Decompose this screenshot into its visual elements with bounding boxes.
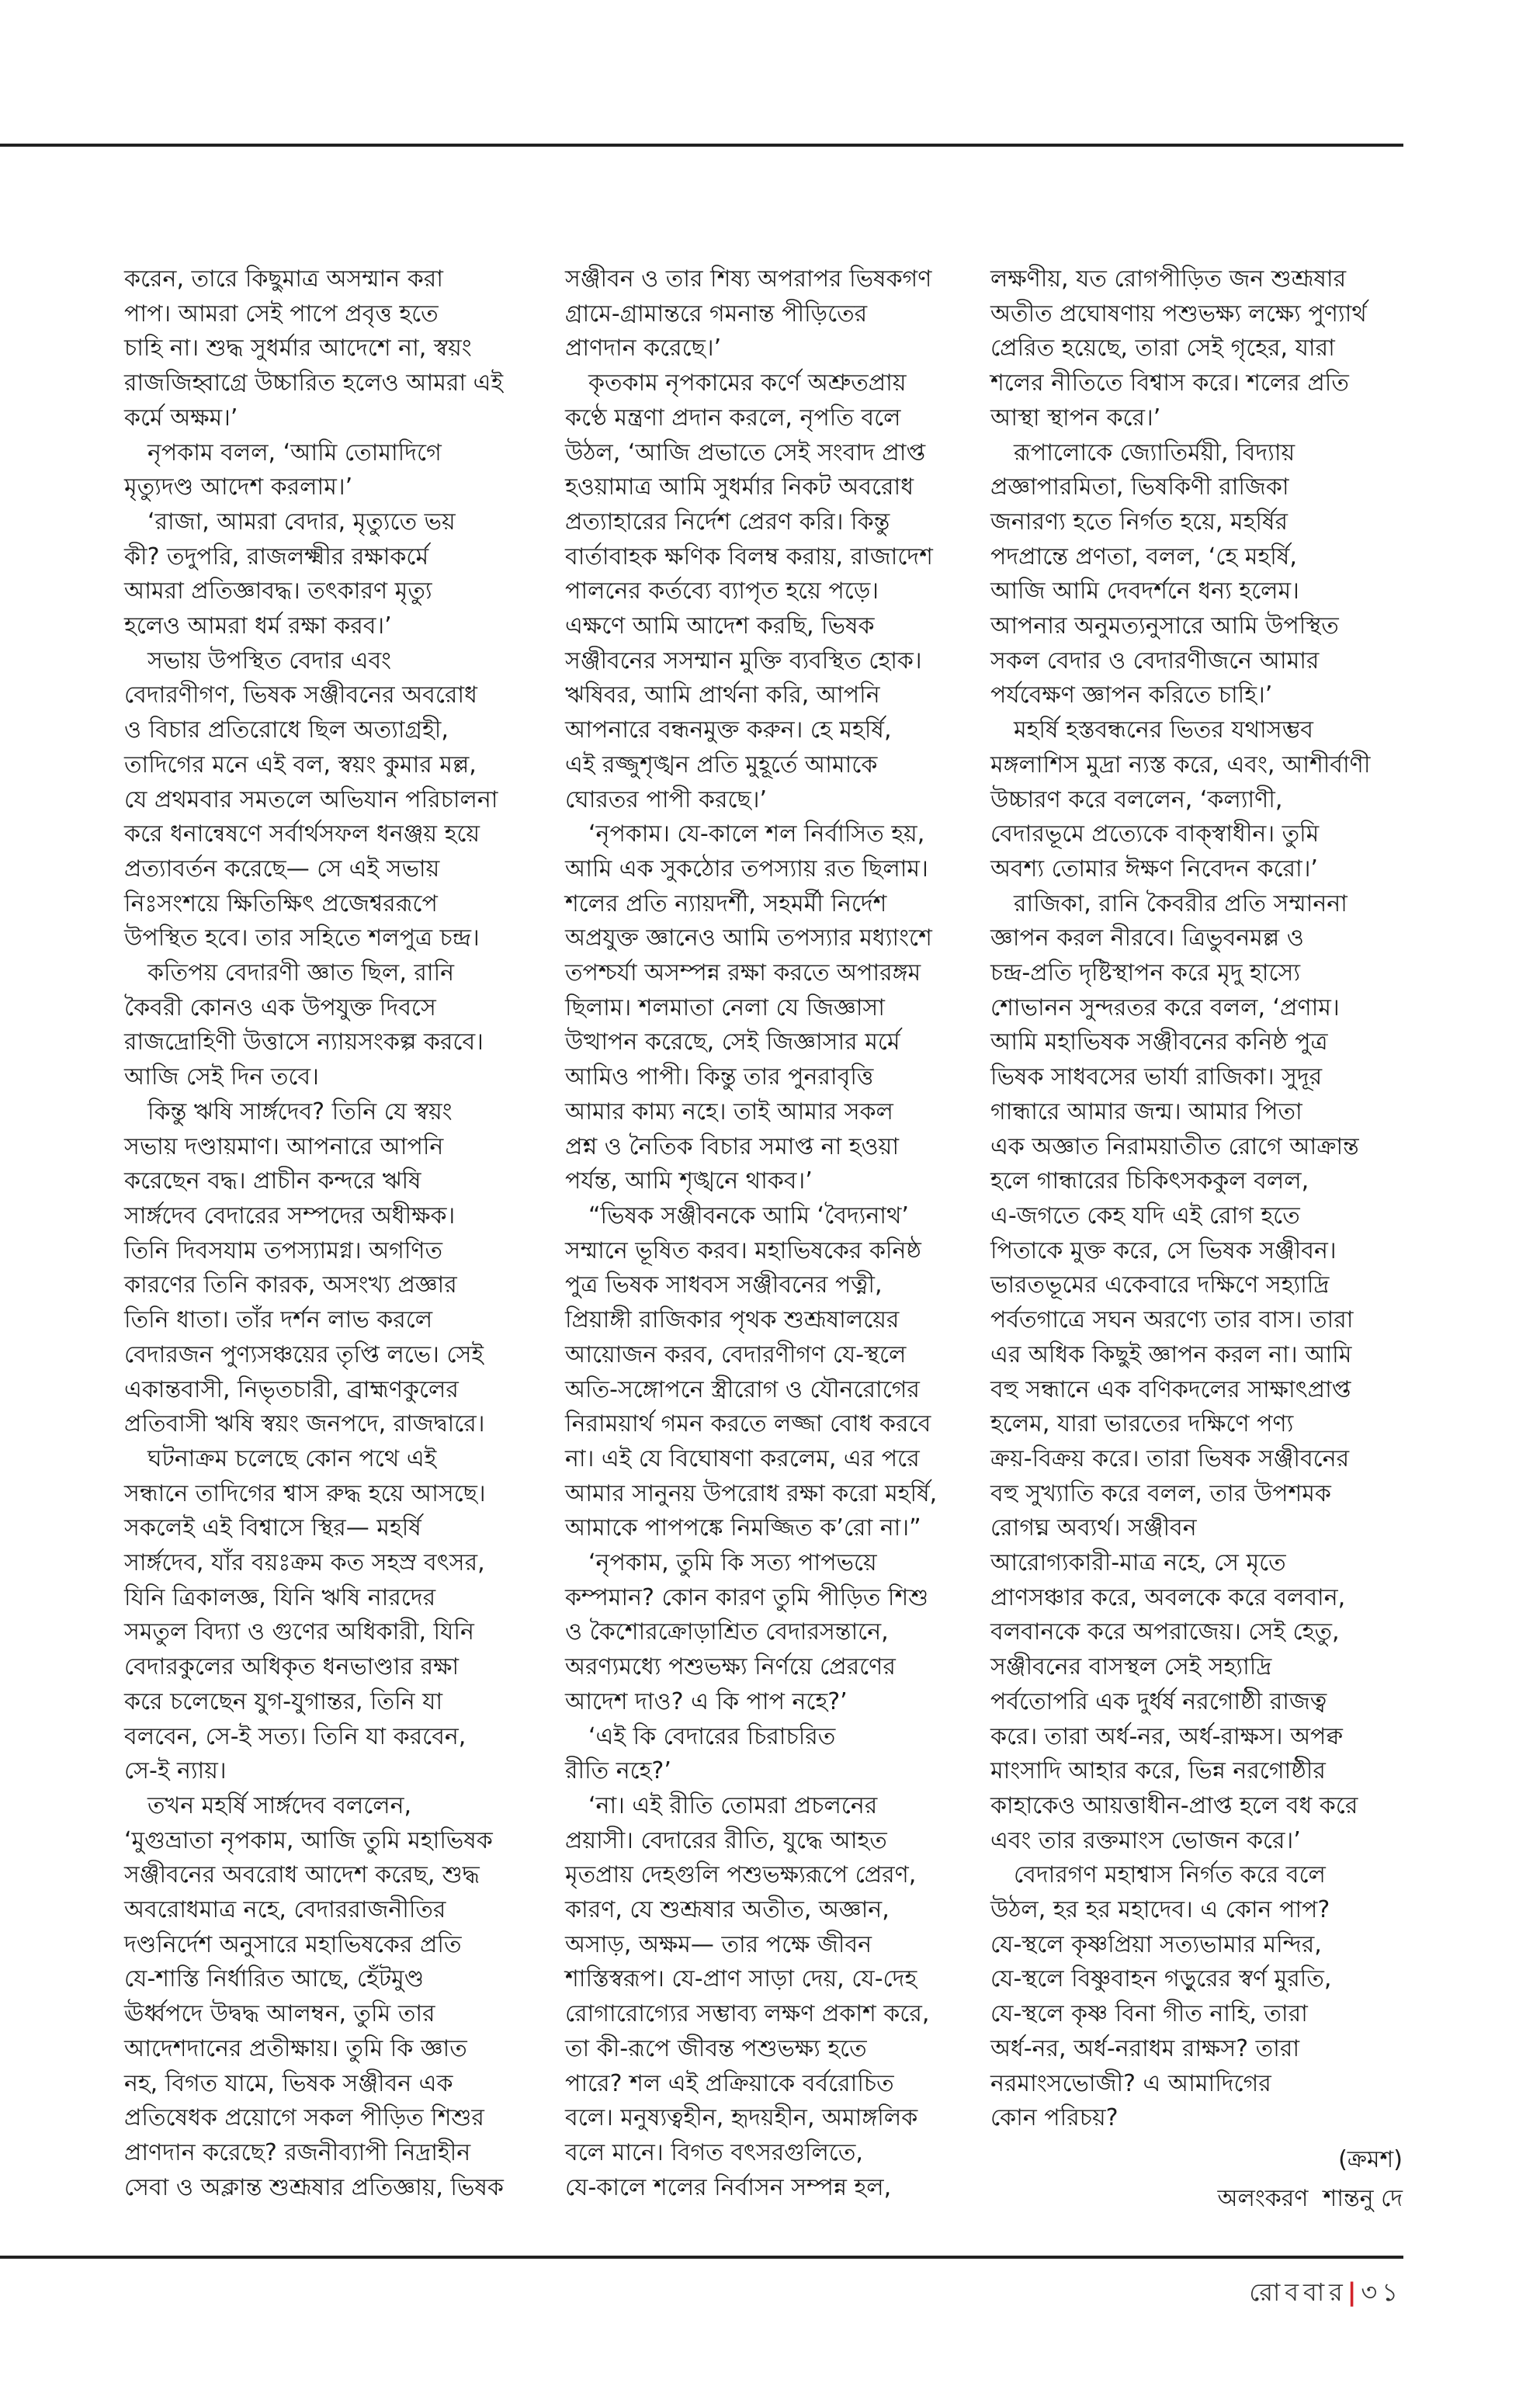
text-line: অতীত প্রঘোষণায় পশুভক্ষ্য লক্ষ্যে পুণ্যার্থ — [990, 300, 1367, 328]
page-number: ৩১ — [1361, 2277, 1403, 2307]
text-line: ভারতভূমের একেবারে দক্ষিণে সহ্যাদ্রি — [990, 1271, 1330, 1299]
text-column-3 — [990, 262, 1390, 2136]
text-line: সে-ই ন্যায়। — [124, 1757, 227, 1785]
paragraph — [124, 956, 524, 1095]
text-line: সমতুল বিদ্যা ও গুণের অধিকারী, যিনি — [124, 1618, 474, 1646]
text-line: অবশ্য তোমার ঈক্ষণ নিবেদন করো।’ — [990, 855, 1318, 883]
text-line: তখন মহর্ষি সার্ঙ্গদেব বললেন, — [147, 1791, 412, 1819]
text-line: ‘এই কি বেদারের চিরাচরিত — [588, 1722, 836, 1750]
text-line: হলে গান্ধারের চিকিৎসককুল বলল, — [990, 1167, 1309, 1195]
text-line: যে-শাস্তি নির্ধারিত আছে, হেঁটমুণ্ড — [124, 1965, 425, 1993]
text-line: ক্রয়-বিক্রয় করে। তারা ভিষক সঞ্জীবনের — [990, 1444, 1350, 1472]
text-line: উত্থাপন করেছে, সেই জিজ্ঞাসার মর্মে — [565, 1028, 900, 1056]
text-line: সঞ্জীবনের সসম্মান মুক্তি ব্যবস্থিত হোক। — [565, 647, 922, 675]
paragraph — [565, 817, 965, 1199]
text-line: সার্ঙ্গদেব বেদারের সম্পদের অধীক্ষক। — [124, 1202, 456, 1229]
text-line: কৃতকাম নৃপকামের কর্ণে অশ্রুতপ্রায় — [588, 369, 907, 397]
text-line: ‘না। এই রীতি তোমরা প্রচলনের — [588, 1791, 878, 1819]
text-line: এই রজ্জুশৃঙ্খন প্রতি মুহূর্তে আমাকে — [565, 751, 878, 779]
text-line: চন্দ্র-প্রতি দৃষ্টিস্থাপন করে মৃদু হাস্যে — [990, 959, 1301, 987]
text-line: সভায় দণ্ডায়মাণ। আপনারে আপনি — [124, 1132, 444, 1160]
text-line: কতিপয় বেদারণী জ্ঞাত ছিল, রানি — [147, 959, 455, 987]
text-line: প্রিয়াঙ্গী রাজিকার পৃথক শুশ্রূষালয়ের — [565, 1306, 900, 1334]
text-line: তা কী-রূপে জীবন্ত পশুভক্ষ্য হতে — [565, 2034, 867, 2062]
text-line: মহর্ষি হস্তবন্ধনের ভিতর যথাসম্ভব — [1014, 716, 1313, 744]
text-line: লক্ষণীয়, যত রোগপীড়িত জন শুশ্রূষার — [990, 265, 1347, 293]
paragraph — [124, 436, 524, 505]
text-line: নহ, বিগত যামে, ভিষক সঞ্জীবন এক — [124, 2069, 453, 2097]
paragraph — [124, 1789, 524, 2205]
paragraph — [990, 887, 1390, 1859]
text-line: আপনার অনুমত্যনুসারে আমি উপস্থিত — [990, 612, 1339, 640]
text-line: ও বিচার প্রতিরোধে ছিল অত্যাগ্রহী, — [124, 716, 449, 744]
text-line: পর্বতগাত্রে সঘন অরণ্যে তার বাস। তারা — [990, 1306, 1354, 1334]
text-line: ও কৈশোরক্রোড়াশ্রিত বেদারসন্তানে, — [565, 1618, 889, 1646]
text-line: গ্রামে-গ্রামান্তরে গমনান্ত পীড়িতের — [565, 300, 868, 328]
text-line: জ্ঞাপন করল নীরবে। ত্রিভুবনমল্ল ও — [990, 924, 1304, 952]
text-line: রূপালোকে জ্যোতির্ময়ী, বিদ্যায় — [1014, 439, 1295, 466]
text-line: আরোগ্যকারী-মাত্র নহে, সে মৃতে — [990, 1549, 1286, 1577]
top-rule — [0, 144, 1403, 147]
footer-separator: | — [1347, 2277, 1361, 2307]
text-line: চাহি না। শুদ্ধ সুধর্মার আদেশে না, স্বয়ং — [124, 335, 472, 362]
text-line: শলের নীতিতে বিশ্বাস করে। শলের প্রতি — [990, 369, 1349, 397]
text-line: বেদারকুলের অধিকৃত ধনভাণ্ডার রক্ষা — [124, 1653, 460, 1681]
paragraph — [565, 262, 965, 366]
paragraph — [990, 713, 1390, 887]
text-line: এবং তার রক্তমাংস ভোজন করে।’ — [990, 1826, 1301, 1854]
text-line: ‘নৃপকাম। যে-কালে শল নির্বাসিত হয়, — [588, 820, 925, 848]
text-line: বেদারণীগণ, ভিষক সঞ্জীবনের অবরোধ — [124, 681, 477, 709]
text-line: আমিও পাপী। কিন্তু তার পুনরাবৃত্তি — [565, 1063, 874, 1091]
text-line: অবরোধমাত্র নহে, বেদাররাজনীতির — [124, 1896, 446, 1924]
text-line: পর্যবেক্ষণ জ্ঞাপন করিতে চাহি।’ — [990, 681, 1273, 709]
text-line: বলবেন, সে-ই সত্য। তিনি যা করবেন, — [124, 1722, 467, 1750]
paragraph — [565, 1199, 965, 1546]
page-footer — [1249, 2273, 1403, 2315]
text-line: প্রাণদান করেছে।’ — [565, 335, 722, 362]
text-line: নরমাংসভোজী? এ আমাদিগের — [990, 2069, 1271, 2097]
text-line: আমাকে পাপপঙ্কে নিমজ্জিত ক’রো না।” — [565, 1514, 921, 1542]
text-line: পালনের কর্তব্যে ব্যাপৃত হয়ে পড়ে। — [565, 577, 879, 605]
text-line: উঠল, হর হর মহাদেব। এ কোন পাপ? — [990, 1896, 1330, 1924]
text-line: আজি আমি দেবদর্শনে ধন্য হলেম। — [990, 577, 1299, 605]
text-line: অতি-সঙ্গোপনে স্ত্রীরোগ ও যৌনরোগের — [565, 1375, 920, 1403]
text-line: আদেশদানের প্রতীক্ষায়। তুমি কি জ্ঞাত — [124, 2034, 467, 2062]
text-column-2 — [565, 262, 965, 2205]
text-line: বলে মানে। বিগত বৎসরগুলিতে, — [565, 2138, 863, 2166]
text-line: সন্ধানে তাদিগের শ্বাস রুদ্ধ হয়ে আসছে। — [124, 1479, 486, 1507]
text-line: দণ্ডনির্দেশ অনুসারে মহাভিষকের প্রতি — [124, 1930, 462, 1958]
text-line: নৃপকাম বলল, ‘আমি তোমাদিগে — [147, 439, 442, 466]
text-line: প্রত্যাহারের নির্দেশ প্রেরণ করি। কিন্তু — [565, 508, 890, 536]
text-line: রীতি নহে?’ — [565, 1757, 671, 1785]
text-line: আদেশ দাও? এ কি পাপ নহে?’ — [565, 1687, 848, 1715]
paragraph — [124, 262, 524, 436]
text-line: পর্বতোপরি এক দুর্ধর্ষ নরগোষ্ঠী রাজত্ব — [990, 1687, 1327, 1715]
text-line: আপনারে বন্ধনমুক্ত করুন। হে মহর্ষি, — [565, 716, 892, 744]
continued-note: (ক্রমশ) — [1338, 2146, 1403, 2173]
text-line: এক অজ্ঞাত নিরাময়াতীত রোগে আক্রান্ত — [990, 1132, 1359, 1160]
text-line: ভিষক সাধবসের ভার্যা রাজিকা। সুদূর — [990, 1063, 1323, 1091]
text-line: ছিলাম। শলমাতা নেলা যে জিজ্ঞাসা — [565, 994, 885, 1021]
text-line: কৈবরী কোনও এক উপযুক্ত দিবসে — [124, 994, 436, 1021]
paragraph — [990, 262, 1390, 436]
text-line: একান্তবাসী, নিভৃতচারী, ব্রাহ্মণকুলের — [124, 1375, 459, 1403]
text-line: সকলেই এই বিশ্বাসে স্থির— মহর্ষি — [124, 1514, 421, 1542]
text-line: করেন, তারে কিছুমাত্র অসম্মান করা — [124, 265, 443, 293]
text-line: কোন পরিচয়? — [990, 2104, 1119, 2132]
text-line: কর্মে অক্ষম।’ — [124, 404, 238, 432]
text-line: বলবানকে করে অপরাজেয়। সেই হেতু, — [990, 1618, 1340, 1646]
text-line: আজি সেই দিন তবে। — [124, 1063, 319, 1091]
text-line: সকল বেদার ও বেদারণীজনে আমার — [990, 647, 1320, 675]
text-line: প্রশ্ন ও নৈতিক বিচার সমাপ্ত না হওয়া — [565, 1132, 900, 1160]
text-line: করে ধনান্বেষণে সর্বার্থসফল ধনঞ্জয় হয়ে — [124, 820, 480, 848]
text-line: কণ্ঠে মন্ত্রণা প্রদান করলে, নৃপতি বলে — [565, 404, 901, 432]
text-line: প্রতিবাসী ঋষি স্বয়ং জনপদে, রাজদ্বারে। — [124, 1410, 485, 1438]
text-line: আয়োজন করব, বেদারণীগণ যে-স্থলে — [565, 1340, 907, 1368]
text-line: কারণ, যে শুশ্রূষার অতীত, অজ্ঞান, — [565, 1896, 890, 1924]
text-line: অসাড়, অক্ষম— তার পক্ষে জীবন — [565, 1930, 872, 1958]
text-line: সম্মানে ভূষিত করব। মহাভিষকের কনিষ্ঠ — [565, 1236, 921, 1264]
text-line: গান্ধারে আমার জন্ম। আমার পিতা — [990, 1098, 1302, 1125]
text-line: প্রতিষেধক প্রয়োগে সকল পীড়িত শিশুর — [124, 2104, 484, 2132]
text-line: প্রত্যাবর্তন করেছে— সে এই সভায় — [124, 855, 440, 883]
text-line: মৃতপ্রায় দেহগুলি পশুভক্ষ্যরূপে প্রেরণ, — [565, 1861, 917, 1889]
illustration-credit: অলংকরণ শান্তনু দে — [1217, 2185, 1403, 2212]
paragraph — [565, 366, 965, 817]
paragraph — [990, 436, 1390, 714]
text-line: ঘটনাক্রম চলেছে কোন পথে এই — [147, 1444, 437, 1472]
text-line: তিনি দিবসযাম তপস্যামগ্ন। অগণিত — [124, 1236, 443, 1264]
text-line: অপ্রযুক্ত জ্ঞানেও আমি তপস্যার মধ্যাংশে — [565, 924, 932, 952]
text-line: যে প্রথমবার সমতলে অভিযান পরিচালনা — [124, 786, 498, 813]
bottom-rule — [0, 2256, 1403, 2259]
text-line: প্রয়াসী। বেদারের রীতি, যুদ্ধে আহত — [565, 1826, 887, 1854]
text-line: নিঃসংশয়ে ক্ষিতিক্ষিৎ প্রজেশ্বররূপে — [124, 890, 438, 917]
text-line: ঘোরতর পাপী করছে।’ — [565, 786, 767, 813]
text-line: পিতাকে মুক্ত করে, সে ভিষক সঞ্জীবন। — [990, 1236, 1337, 1264]
text-line: এক্ষণে আমি আদেশ করছি, ভিষক — [565, 612, 875, 640]
text-line: সভায় উপস্থিত বেদার এবং — [147, 647, 392, 675]
text-line: কম্পমান? কোন কারণ তুমি পীড়িত শিশু — [565, 1583, 929, 1611]
text-line: যে-স্থলে বিষ্ণুবাহন গড়ুরের স্বর্ণ মুরতি, — [990, 1965, 1332, 1993]
text-line: এ-জগতে কেহ যদি এই রোগ হতে — [990, 1202, 1300, 1229]
text-line: সার্ঙ্গদেব, যাঁর বয়ঃক্রম কত সহস্র বৎসর, — [124, 1549, 485, 1577]
text-line: আমার সানুনয় উপরোধ রক্ষা করো মহর্ষি, — [565, 1479, 938, 1507]
text-line: না। এই যে বিঘোষণা করলেম, এর পরে — [565, 1444, 920, 1472]
paragraph — [124, 505, 524, 644]
text-line: প্রেরিত হয়েছে, তারা সেই গৃহের, যারা — [990, 335, 1335, 362]
text-line: প্রাণদান করেছে? রজনীব্যাপী নিদ্রাহীন — [124, 2138, 471, 2166]
text-line: করে চলেছেন যুগ-যুগান্তর, তিনি যা — [124, 1687, 443, 1715]
text-line: রাজিকা, রানি কৈবরীর প্রতি সম্মাননা — [1014, 890, 1348, 917]
text-line: ঊর্ধ্বপদে উদ্বদ্ধ আলম্বন, তুমি তার — [124, 2000, 435, 2028]
text-line: বেদারগণ মহাশ্বাস নির্গত করে বলে — [1014, 1861, 1326, 1889]
text-line: শলের প্রতি ন্যায়দর্শী, সহমর্মী নির্দেশ — [565, 890, 887, 917]
text-line: বেদারজন পুণ্যসঞ্চয়ের তৃপ্তি লভে। সেই — [124, 1340, 484, 1368]
text-line: ‘রাজা, আমরা বেদার, মৃত্যুতে ভয় — [147, 508, 456, 536]
text-line: মাংসাদি আহার করে, ভিন্ন নরগোষ্ঠীর — [990, 1757, 1326, 1785]
paragraph — [124, 1095, 524, 1442]
text-line: জনারণ্য হতে নির্গত হয়ে, মহর্ষির — [990, 508, 1288, 536]
section-name: রোববার — [1249, 2277, 1348, 2307]
text-line: আমি এক সুকঠোর তপস্যায় রত ছিলাম। — [565, 855, 928, 883]
text-line: অরণ্যমধ্যে পশুভক্ষ্য নির্ণয়ে প্রেরণের — [565, 1653, 896, 1681]
paragraph — [565, 1720, 965, 1789]
paragraph — [565, 1546, 965, 1720]
text-line: আমি মহাভিষক সঞ্জীবনের কনিষ্ঠ পুত্র — [990, 1028, 1328, 1056]
text-line: কিন্তু ঋষি সার্ঙ্গদেব? তিনি যে স্বয়ং — [147, 1098, 453, 1125]
text-line: পুত্র ভিষক সাধবস সঞ্জীবনের পত্নী, — [565, 1271, 883, 1299]
paragraph — [990, 1858, 1390, 2136]
text-line: “ভিষক সঞ্জীবনকে আমি ‘বৈদ্যনাথ’ — [588, 1202, 909, 1229]
text-line: সঞ্জীবনের অবরোধ আদেশ করেছ, শুদ্ধ — [124, 1861, 480, 1889]
paragraph — [124, 644, 524, 956]
text-line: যে-কালে শলের নির্বাসন সম্পন্ন হল, — [565, 2173, 892, 2201]
text-line: উপস্থিত হবে। তার সহিতে শলপুত্র চন্দ্র। — [124, 924, 480, 952]
text-line: করেছেন বদ্ধ। প্রাচীন কন্দরে ঋষি — [124, 1167, 421, 1195]
text-line: আমরা প্রতিজ্ঞাবদ্ধ। তৎকারণ মৃত্যু — [124, 577, 432, 605]
text-line: উচ্চারণ করে বললেন, ‘কল্যাণী, — [990, 786, 1283, 813]
text-line: ‘নৃপকাম, তুমি কি সত্য পাপভয়ে — [588, 1549, 877, 1577]
text-line: তাদিগের মনে এই বল, স্বয়ং কুমার মল্ল, — [124, 751, 477, 779]
text-line: যে-স্থলে কৃষ্ণপ্রিয়া সত্যভামার মন্দির, — [990, 1930, 1322, 1958]
text-line: রোগঘ্ন অব্যর্থ। সঞ্জীবন — [990, 1514, 1197, 1542]
text-line: বহু সন্ধানে এক বণিকদলের সাক্ষাৎপ্রাপ্ত — [990, 1375, 1351, 1403]
text-line: বার্তাবাহক ক্ষণিক বিলম্ব করায়, রাজাদেশ — [565, 543, 933, 571]
text-line: বহু সুখ্যাতি করে বলল, তার উপশমক — [990, 1479, 1331, 1507]
text-line: পদপ্রান্তে প্রণতা, বলল, ‘হে মহর্ষি, — [990, 543, 1297, 571]
text-line: রোগারোগ্যের সম্ভাব্য লক্ষণ প্রকাশ করে, — [565, 2000, 930, 2028]
text-line: এর অধিক কিছুই জ্ঞাপন করল না। আমি — [990, 1340, 1352, 1368]
text-line: কারণের তিনি কারক, অসংখ্য প্রজ্ঞার — [124, 1271, 457, 1299]
text-line: যিনি ত্রিকালজ্ঞ, যিনি ঋষি নারদের — [124, 1583, 436, 1611]
text-column-1 — [124, 262, 524, 2205]
paragraph — [124, 1442, 524, 1789]
text-line: সেবা ও অক্লান্ত শুশ্রূষার প্রতিজ্ঞায়, ভিষক — [124, 2173, 504, 2201]
text-line: আস্থা স্থাপন করে।’ — [990, 404, 1161, 432]
text-line: মঙ্গলাশিস মুদ্রা ন্যস্ত করে, এবং, আশীর্বাণী — [990, 751, 1371, 779]
text-line: যে-স্থলে কৃষ্ণ বিনা গীত নাহি, তারা — [990, 2000, 1308, 2028]
text-line: প্রজ্ঞাপারমিতা, ভিষকিণী রাজিকা — [990, 473, 1289, 501]
text-line: পারে? শল এই প্রক্রিয়াকে বর্বরোচিত — [565, 2069, 894, 2097]
paragraph — [565, 1789, 965, 2205]
text-line: নিরাময়ার্থ গমন করতে লজ্জা বোধ করবে — [565, 1410, 931, 1438]
text-line: তপশ্চর্যা অসম্পন্ন রক্ষা করতে অপারঙ্গম — [565, 959, 921, 987]
text-line: উঠল, ‘আজি প্রভাতে সেই সংবাদ প্রাপ্ত — [565, 439, 926, 466]
text-line: অর্ধ-নর, অর্ধ-নরাধম রাক্ষস? তারা — [990, 2034, 1300, 2062]
text-line: শাস্তিস্বরূপ। যে-প্রাণ সাড়া দেয়, যে-দেহ — [565, 1965, 917, 1993]
text-line: কী? তদুপরি, রাজলক্ষ্মীর রক্ষাকর্মে — [124, 543, 429, 571]
text-line: বেদারভূমে প্রত্যেকে বাক্‌স্বাধীন। তুমি — [990, 820, 1320, 848]
text-line: প্রাণসঞ্চার করে, অবলকে করে বলবান, — [990, 1583, 1346, 1611]
text-line: হলেম, যারা ভারতের দক্ষিণে পণ্য — [990, 1410, 1294, 1438]
text-line: সঞ্জীবনের বাসস্থল সেই সহ্যাদ্রি — [990, 1653, 1272, 1681]
text-line: সঞ্জীবন ও তার শিষ্য অপরাপর ভিষকগণ — [565, 265, 932, 293]
text-line: মৃত্যুদণ্ড আদেশ করলাম।’ — [124, 473, 353, 501]
text-line: ‘মুগুভ্রাতা নৃপকাম, আজি তুমি মহাভিষক — [124, 1826, 493, 1854]
text-line: পর্যন্ত, আমি শৃঙ্খনে থাকব।’ — [565, 1167, 813, 1195]
text-line: তিনি ধাতা। তাঁর দর্শন লাভ করলে — [124, 1306, 433, 1334]
text-line: বলে। মনুষ্যত্বহীন, হৃদয়হীন, অমাঙ্গলিক — [565, 2104, 918, 2132]
text-line: হলেও আমরা ধর্ম রক্ষা করব।’ — [124, 612, 392, 640]
text-line: ঋষিবর, আমি প্রার্থনা করি, আপনি — [565, 681, 880, 709]
text-line: শোভানন সুন্দরতর করে বলল, ‘প্রণাম। — [990, 994, 1340, 1021]
text-line: করে। তারা অর্ধ-নর, অর্ধ-রাক্ষস। অপক্ব — [990, 1722, 1343, 1750]
text-line: পাপ। আমরা সেই পাপে প্রবৃত্ত হতে — [124, 300, 439, 328]
text-line: রাজজিহ্বাগ্রে উচ্চারিত হলেও আমরা এই — [124, 369, 504, 397]
text-line: হওয়ামাত্র আমি সুধর্মার নিকট অবরোধ — [565, 473, 914, 501]
text-line: কাহাকেও আয়ত্তাধীন-প্রাপ্ত হলে বধ করে — [990, 1791, 1358, 1819]
text-line: আমার কাম্য নহে। তাই আমার সকল — [565, 1098, 893, 1125]
text-line: রাজদ্রোহিণী উত্তাসে ন্যায়সংকল্প করবে। — [124, 1028, 484, 1056]
